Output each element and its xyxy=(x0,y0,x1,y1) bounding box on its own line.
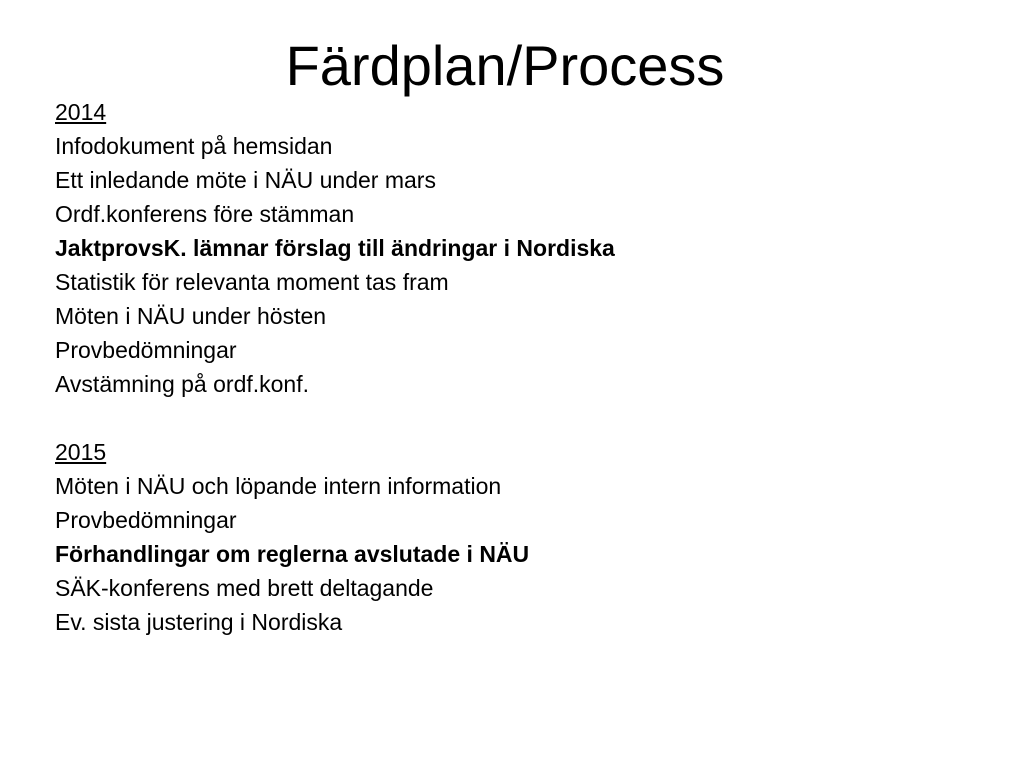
list-item: Möten i NÄU under hösten xyxy=(55,303,327,329)
list-item: Ett inledande möte i NÄU under mars xyxy=(55,167,436,193)
list-item: Ordf.konferens före stämman xyxy=(55,201,355,227)
list-item: Provbedömningar xyxy=(55,507,237,533)
list-item: Förhandlingar om reglerna avslutade i NÄU xyxy=(55,541,530,567)
list-item: Infodokument på hemsidan xyxy=(55,133,333,159)
slide-body xyxy=(55,95,995,673)
list-item: Provbedömningar xyxy=(55,337,237,363)
list-item: Ev. sista justering i Nordiska xyxy=(55,609,343,635)
list-item: Statistik för relevanta moment tas fram xyxy=(55,269,449,295)
section-year: 2014 xyxy=(55,99,107,125)
list-item: Avstämning på ordf.konf. xyxy=(55,371,309,397)
list-item: Möten i NÄU och löpande intern information xyxy=(55,473,502,499)
section-2015 xyxy=(55,435,995,639)
section-2014 xyxy=(55,95,995,401)
list-item: SÄK-konferens med brett deltagande xyxy=(55,575,434,601)
slide-title: Färdplan/Process xyxy=(285,34,725,97)
section-year: 2015 xyxy=(55,439,107,465)
list-item: JaktprovsK. lämnar förslag till ändringar i Nordiska xyxy=(55,235,615,261)
